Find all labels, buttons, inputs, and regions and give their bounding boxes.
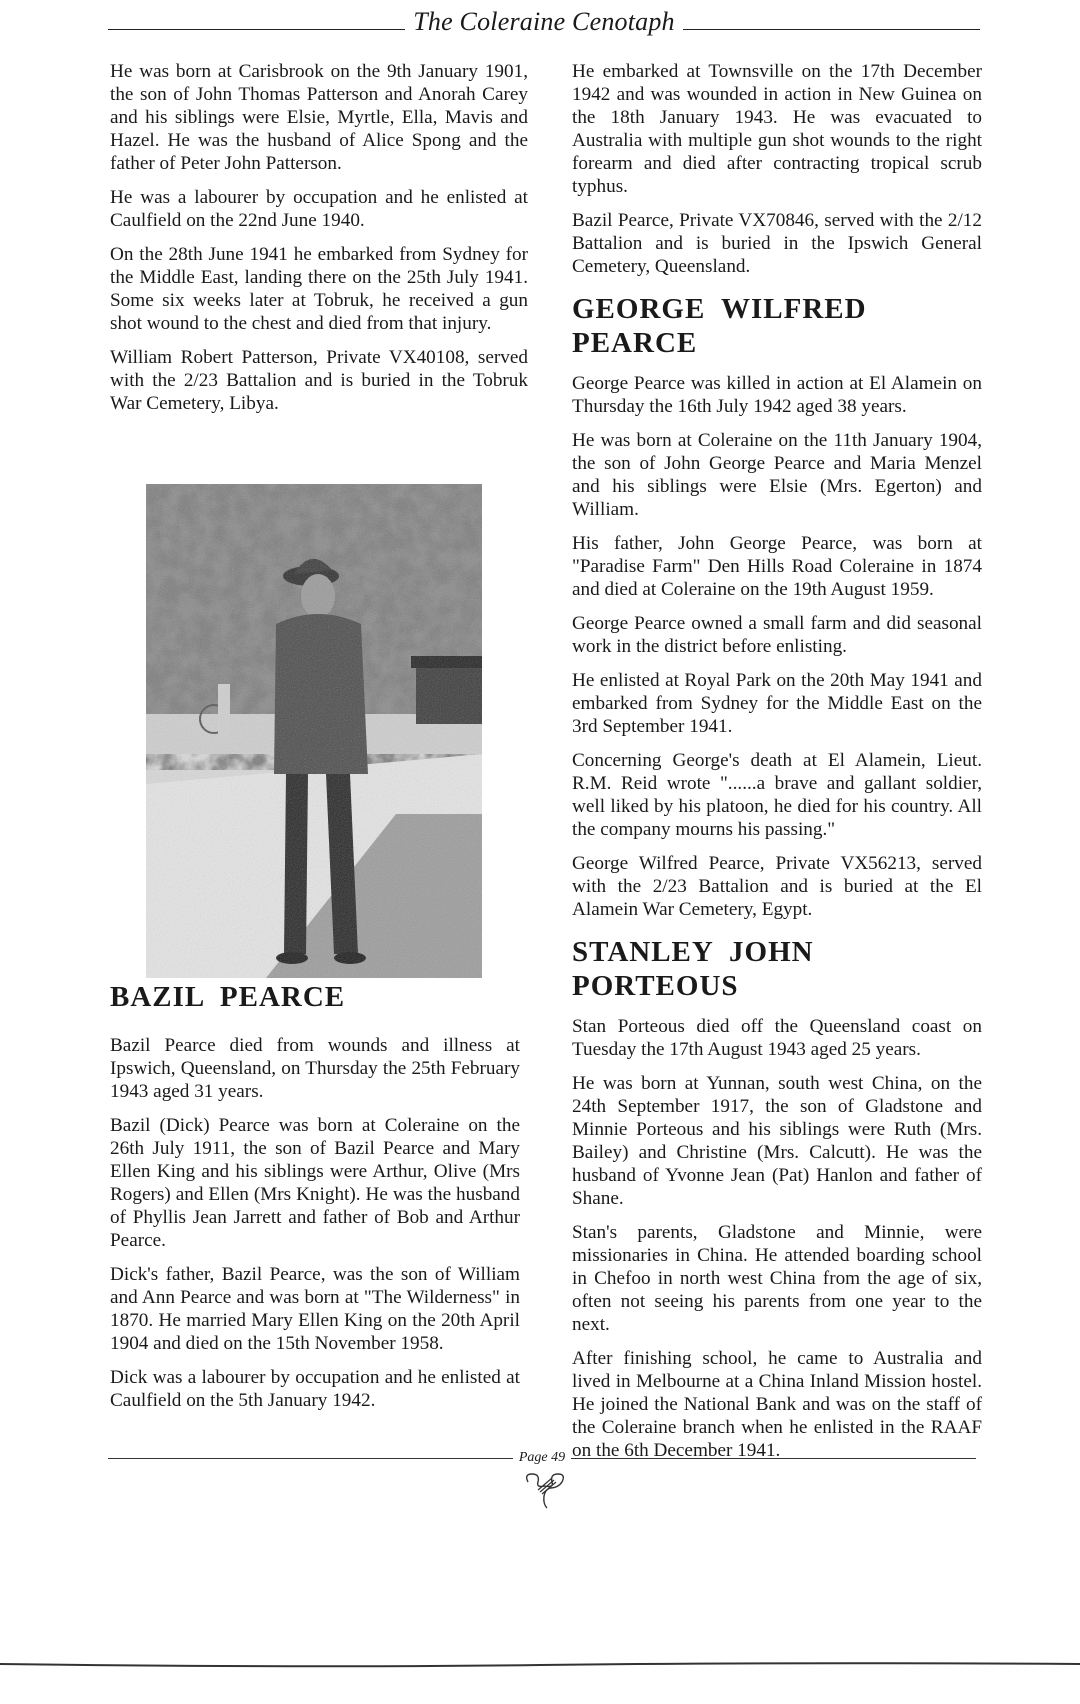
paragraph: He was a labourer by occupation and he enlisted at Caulfield on the 22nd June 1940. (110, 187, 528, 231)
paragraph: Bazil (Dick) Pearce was born at Coleraine on the 26th July 1911, the son of Bazil Pearce and Mary Ellen King and his siblings were Arthur, Olive (Mrs Rogers) and Ellen (Mrs Knight). He was the husband of Phyllis Jean Jarrett and father of Bob and Arthur Pearce. (110, 1115, 520, 1251)
paragraph: He was born at Coleraine on the 11th January 1904, the son of John George Pearce and Maria Menzel and his siblings were Elsie (Mrs. Egerton) and William. (572, 430, 982, 520)
scan-edge-line (0, 1660, 1080, 1670)
footer-rule-right (571, 1458, 976, 1459)
paragraph: Stan's parents, Gladstone and Minnie, were missionaries in China. He attended boarding school in Chefoo in north west China from the age of six, often not seeing his parents from one year to the next. (572, 1222, 982, 1335)
paragraph: He was born at Carisbrook on the 9th January 1901, the son of John Thomas Patterson and Anorah Carey and his siblings were Elsie, Myrtle, Ella, Mavis and Hazel. He was the husband of Alice Spong and the father of Peter John Patterson. (110, 61, 528, 174)
paragraph: William Robert Patterson, Private VX40108, served with the 2/23 Battalion and is buried in the Tobruk War Cemetery, Libya. (110, 347, 528, 414)
paragraph: After finishing school, he came to Australia and lived in Melbourne at a China Inland Mission hostel. He joined the National Bank and was on the staff of the Coleraine branch when he enlisted in the RAAF on the 6th December 1941. (572, 1348, 982, 1461)
page-footer (108, 1446, 976, 1470)
paragraph: He embarked at Townsville on the 17th December 1942 and was wounded in action in New Guinea on the 18th January 1943. He was evacuated to Australia with multiple gun shot wounds to the right forearm and died after contracting tropical scrub typhus. (572, 61, 982, 197)
paragraph: Bazil Pearce, Private VX70846, served with the 2/12 Battalion and is buried in the Ipswich General Cemetery, Queensland. (572, 210, 982, 277)
paragraph: Bazil Pearce died from wounds and illness at Ipswich, Queensland, on Thursday the 25th February 1943 aged 31 years. (110, 1035, 520, 1102)
paragraph: Dick was a labourer by occupation and he enlisted at Caulfield on the 5th January 1942. (110, 1367, 520, 1411)
paragraph: Stan Porteous died off the Queensland coast on Tuesday the 17th August 1943 aged 25 years. (572, 1016, 982, 1060)
soldier-photo (146, 484, 482, 978)
header-rule-left (108, 29, 405, 30)
paragraph: George Pearce was killed in action at El Alamein on Thursday the 16th July 1942 aged 38 years. (572, 373, 982, 417)
left-column (110, 60, 528, 426)
paragraph: His father, John George Pearce, was born at "Paradise Farm" Den Hills Road Coleraine in 1874 and died at Coleraine on the 19th August 1959. (572, 533, 982, 600)
paragraph: George Pearce owned a small farm and did seasonal work in the district before enlisting. (572, 613, 982, 657)
paragraph: Dick's father, Bazil Pearce, was the son of William and Ann Pearce and was born at "The Wilderness" in 1870. He married Mary Ellen King on the 20th April 1904 and died on the 15th November 1958. (110, 1264, 520, 1354)
photo-image (146, 484, 482, 978)
paragraph: He enlisted at Royal Park on the 20th May 1941 and embarked from Sydney for the Middle East on the 3rd September 1941. (572, 670, 982, 737)
paragraph: Concerning George's death at El Alamein, Lieut. R.M. Reid wrote "......a brave and gallant soldier, well liked by his platoon, he died for his country. All the company mourns his passing." (572, 750, 982, 840)
section-heading: GEORGE WILFRED PEARCE (572, 293, 867, 359)
paragraph: He was born at Yunnan, south west China, on the 24th September 1917, the son of Gladstone and Minnie Porteous and his siblings were Ruth (Mrs. Bailey) and Christine (Mrs. Calcutt). He was the husband of Yvonne Jean (Pat) Hanlon and father of Shane. (572, 1073, 982, 1209)
section-heading: BAZIL PEARCE (110, 981, 346, 1013)
paragraph: On the 28th June 1941 he embarked from Sydney for the Middle East, landing there on the 25th July 1941. Some six weeks later at Tobruk, he received a gun shot wound to the chest and died from that injury. (110, 244, 528, 334)
publication-title: The Coleraine Cenotaph (413, 7, 675, 36)
stanley-john-porteous-section (572, 935, 982, 1462)
running-header (108, 4, 980, 40)
flourish-ornament-icon (520, 1470, 570, 1510)
page-number: Page 49 (518, 1450, 566, 1465)
header-rule-right (683, 29, 980, 30)
right-column (572, 60, 982, 1473)
paragraph: George Wilfred Pearce, Private VX56213, served with the 2/23 Battalion and is buried at the El Alamein War Cemetery, Egypt. (572, 853, 982, 920)
footer-rule-left (108, 1458, 513, 1459)
section-heading: STANLEY JOHN PORTEOUS (572, 936, 814, 1002)
george-wilfred-pearce-section (572, 292, 982, 921)
bazil-pearce-section (110, 978, 520, 1423)
